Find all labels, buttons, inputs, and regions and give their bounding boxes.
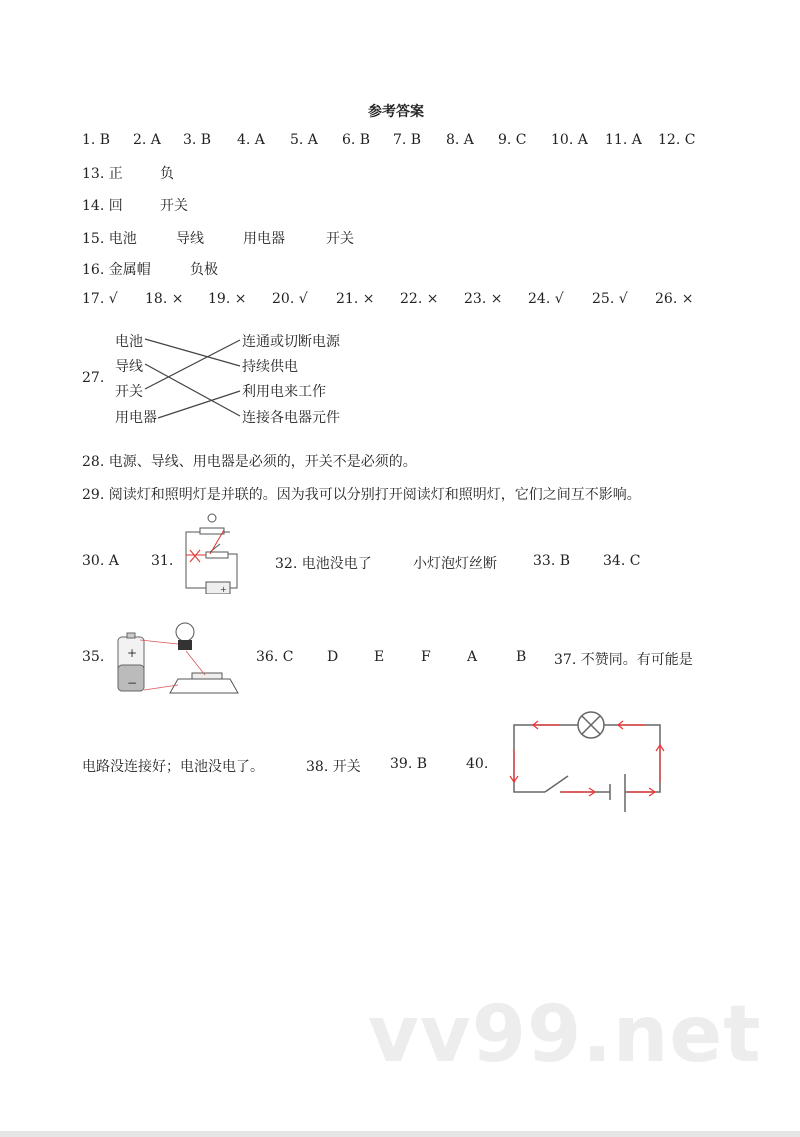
answer-26: 26. × bbox=[655, 291, 694, 307]
q27-number: 27. bbox=[82, 370, 105, 386]
q36-d: D bbox=[327, 649, 339, 665]
q16-a: 16. 金属帽 bbox=[82, 262, 151, 278]
page-title: 参考答案 bbox=[368, 104, 424, 120]
watermark: vv99.net bbox=[368, 990, 762, 1080]
answer-7: 7. B bbox=[393, 132, 422, 148]
page-bottom-edge bbox=[0, 1131, 800, 1137]
answer-8: 8. A bbox=[446, 132, 474, 148]
q37: 37. 不赞同。有可能是 bbox=[554, 652, 693, 668]
q27-matching-lines bbox=[0, 0, 800, 500]
q13-a: 13. 正 bbox=[82, 166, 123, 182]
q27-right-3: 利用电来工作 bbox=[242, 384, 326, 400]
q15-a: 15. 电池 bbox=[82, 231, 137, 247]
answer-1: 1. B bbox=[82, 132, 111, 148]
q27-right-2: 持续供电 bbox=[242, 359, 298, 375]
battery-plus: + bbox=[127, 646, 138, 660]
q31-circuit-figure bbox=[180, 510, 242, 594]
answer-11: 11. A bbox=[605, 132, 642, 148]
battery-minus: − bbox=[127, 676, 138, 690]
answer-22: 22. × bbox=[400, 291, 439, 307]
q27-right-1: 连通或切断电源 bbox=[242, 334, 340, 350]
answer-17: 17. √ bbox=[82, 291, 118, 307]
q15-b: 导线 bbox=[176, 231, 204, 247]
q31-label: 31. bbox=[151, 553, 174, 569]
q32-b: 小灯泡灯丝断 bbox=[413, 556, 497, 572]
q27-left-4: 用电器 bbox=[115, 410, 157, 426]
answer-10: 10. A bbox=[551, 132, 588, 148]
q34: 34. C bbox=[603, 553, 641, 569]
q35-label: 35. bbox=[82, 649, 105, 665]
q29: 29. 阅读灯和照明灯是并联的。因为我可以分别打开阅读灯和照明灯，它们之间互不影响。 bbox=[82, 487, 641, 503]
q27-left-1: 电池 bbox=[115, 334, 143, 350]
q35-circuit-figure bbox=[110, 615, 245, 695]
q40-circuit-diagram bbox=[500, 700, 680, 820]
q36-f: F bbox=[421, 649, 431, 665]
q36-e: E bbox=[374, 649, 385, 665]
q28: 28. 电源、导线、用电器是必须的，开关不是必须的。 bbox=[82, 454, 417, 470]
q32-a: 32. 电池没电了 bbox=[275, 556, 372, 572]
q14-a: 14. 回 bbox=[82, 198, 123, 214]
q36-b: B bbox=[516, 649, 527, 665]
answer-4: 4. A bbox=[237, 132, 265, 148]
q27-left-3: 开关 bbox=[115, 384, 143, 400]
q16-b: 负极 bbox=[190, 262, 218, 278]
answer-20: 20. √ bbox=[272, 291, 308, 307]
q27-right-4: 连接各电器元件 bbox=[242, 410, 340, 426]
q36-a: A bbox=[467, 649, 478, 665]
answer-12: 12. C bbox=[658, 132, 696, 148]
q27-left-2: 导线 bbox=[115, 359, 143, 375]
q30: 30. A bbox=[82, 553, 119, 569]
answer-6: 6. B bbox=[342, 132, 371, 148]
q14-b: 开关 bbox=[160, 198, 188, 214]
answer-25: 25. √ bbox=[592, 291, 628, 307]
battery-plus: + bbox=[220, 585, 227, 594]
answer-19: 19. × bbox=[208, 291, 247, 307]
q13-b: 负 bbox=[160, 166, 174, 182]
q37-continued: 电路没连接好；电池没电了。 bbox=[82, 759, 264, 775]
answer-21: 21. × bbox=[336, 291, 375, 307]
q39: 39. B bbox=[390, 756, 428, 772]
q38: 38. 开关 bbox=[306, 759, 361, 775]
answer-5: 5. A bbox=[290, 132, 318, 148]
q15-d: 开关 bbox=[326, 231, 354, 247]
answer-3: 3. B bbox=[183, 132, 212, 148]
answer-9: 9. C bbox=[498, 132, 527, 148]
q33: 33. B bbox=[533, 553, 571, 569]
answer-18: 18. × bbox=[145, 291, 184, 307]
q40-label: 40. bbox=[466, 756, 489, 772]
q15-c: 用电器 bbox=[243, 231, 285, 247]
answer-24: 24. √ bbox=[528, 291, 564, 307]
answer-23: 23. × bbox=[464, 291, 503, 307]
answer-2: 2. A bbox=[133, 132, 161, 148]
q36-c: 36. C bbox=[256, 649, 294, 665]
